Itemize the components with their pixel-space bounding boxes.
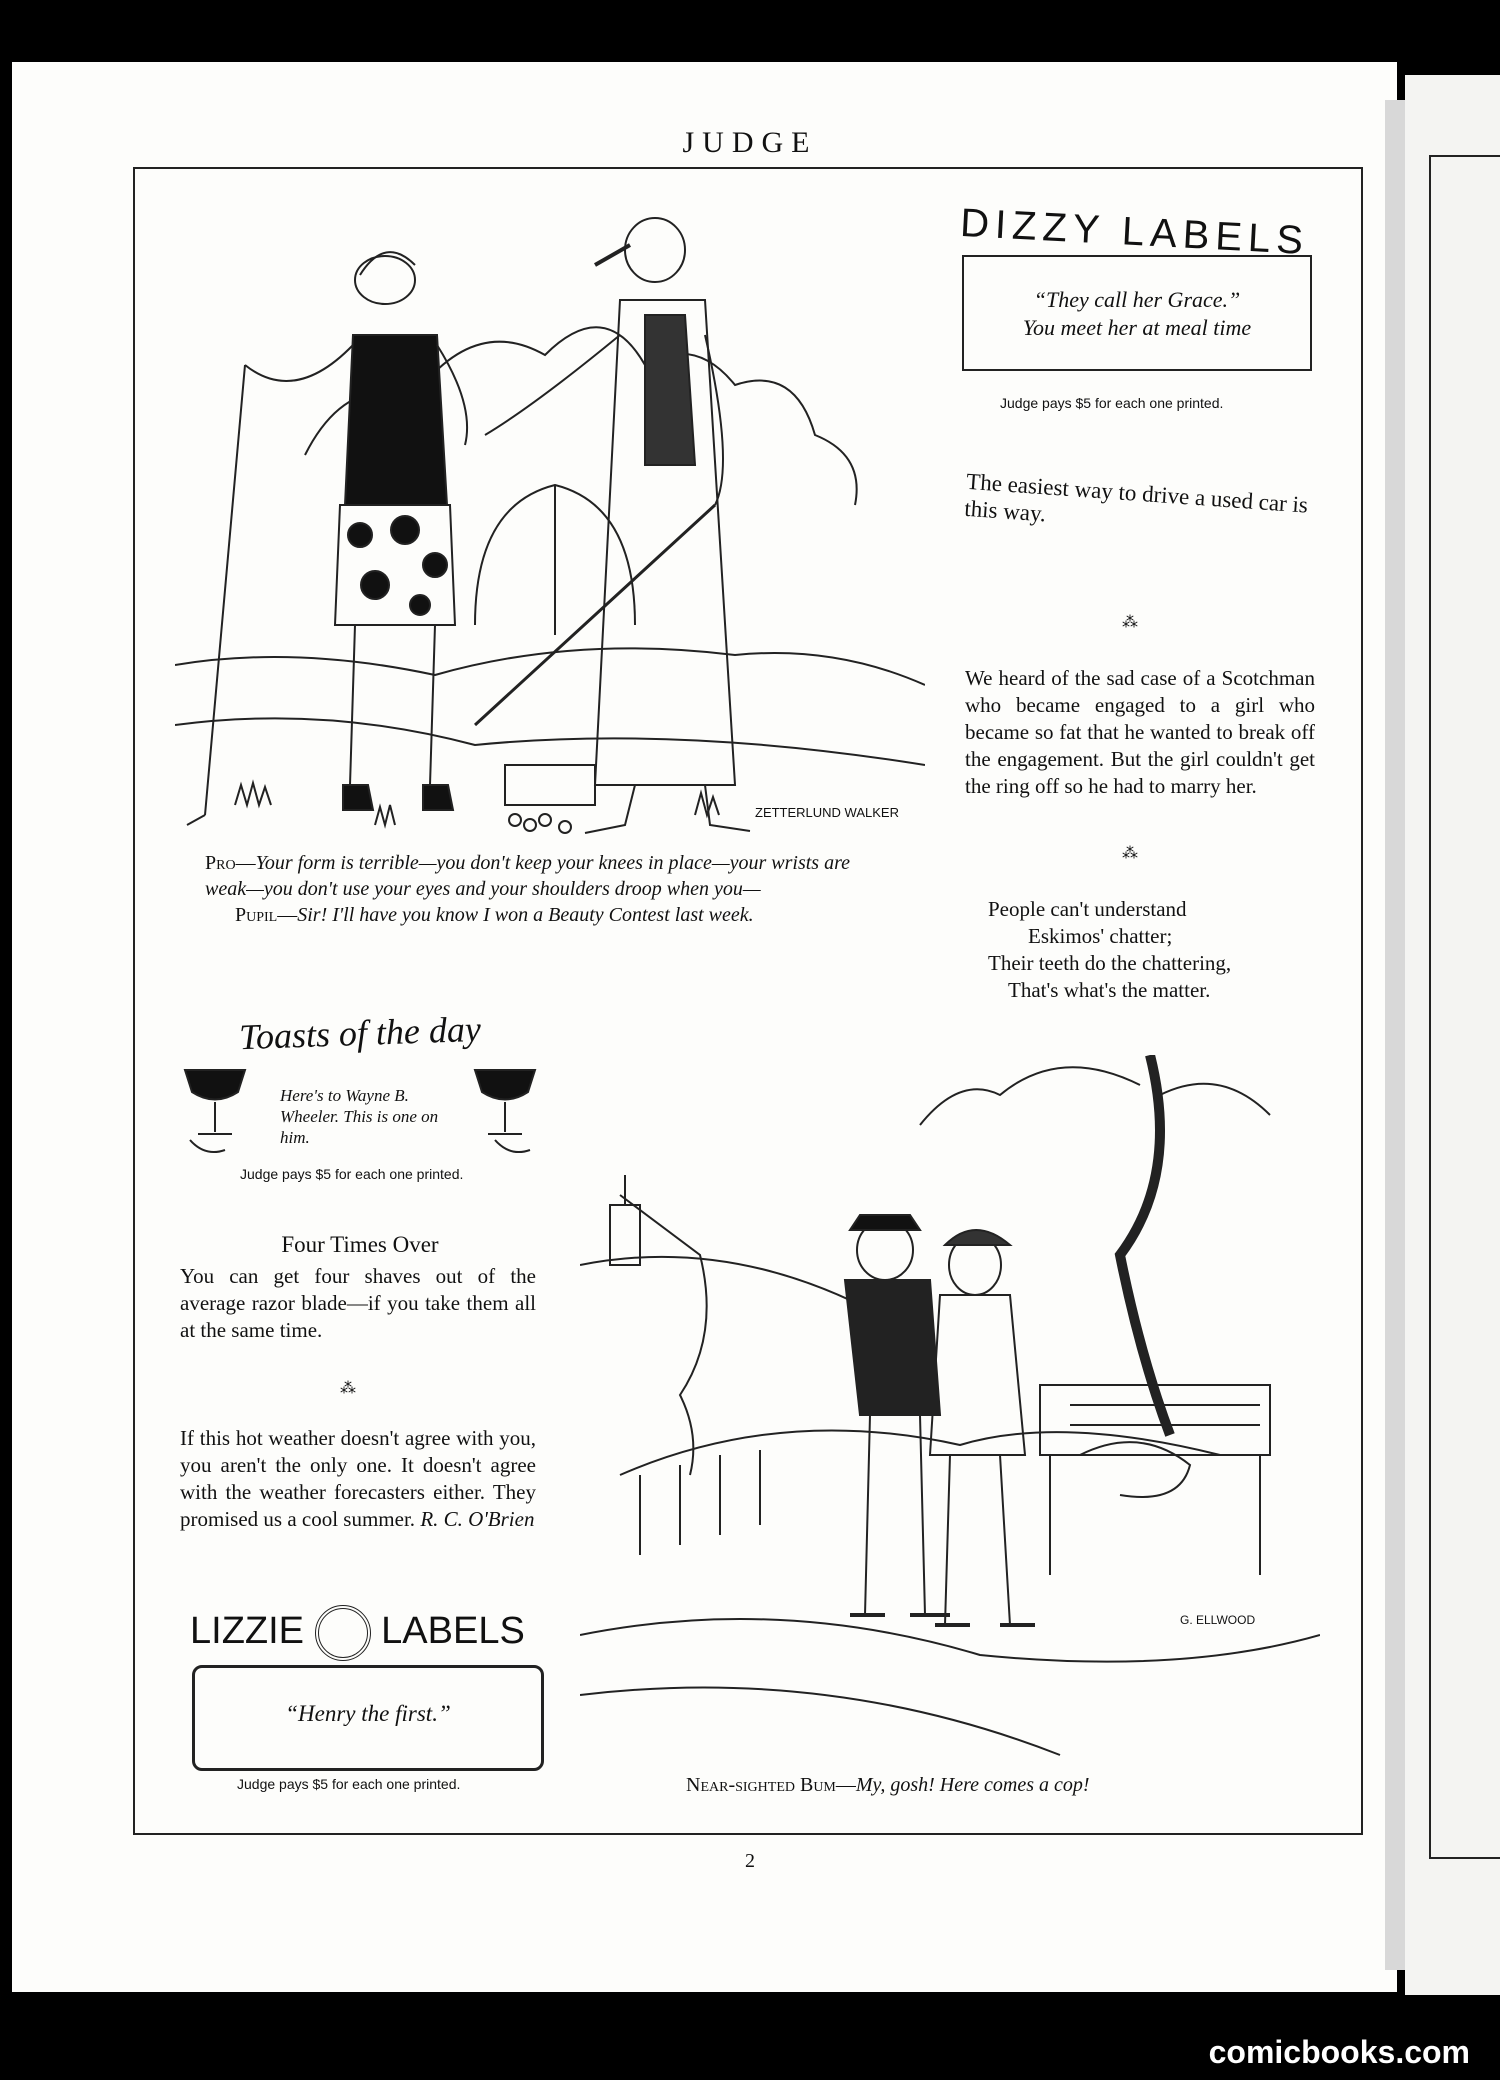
dizzy-labels-heading: DIZZY LABELS	[959, 200, 1311, 264]
hot-weather-body: If this hot weather doesn't agree with you, you aren't the only one. It doesn't agree with the weather forecasters either. They promised us a cool summer.	[180, 1426, 536, 1531]
joke-scotchman: We heard of the sad case of a Scotchman who became engaged to a girl who became so fat that he wanted to break off the engagement. But the girl couldn't get the ring off so he had to marry her.	[965, 666, 1315, 798]
dizzy-labels-pays: Judge pays $5 for each one printed.	[1000, 395, 1224, 411]
lizzie-labels-box	[192, 1665, 544, 1771]
pupil-dialogue: Sir! I'll have you know I won a Beauty Contest last week.	[297, 904, 754, 926]
lizzie-label-text: “Henry the first.”	[285, 1701, 451, 1726]
cop-cartoon-caption: Near-sighted Bum—My, gosh! Here comes a cop!	[686, 1774, 1090, 1796]
golf-cartoon-caption	[205, 850, 895, 928]
asterism-2: ⁂	[1122, 845, 1139, 862]
facing-page-border	[1429, 155, 1500, 1859]
golf-cartoon-signature: ZETTERLUND WALKER	[755, 805, 899, 820]
hot-weather-author: R. C. O'Brien	[420, 1507, 535, 1531]
hot-weather-text	[180, 1425, 536, 1533]
asterism-1: ⁂	[1122, 614, 1139, 631]
joke-used-car: The easiest way to drive a used car is this way.	[963, 468, 1309, 527]
golf-cartoon-illustration	[175, 205, 925, 855]
cop-cartoon-signature: G. ELLWOOD	[1180, 1613, 1256, 1627]
bum-dialogue: My, gosh! Here comes a cop!	[855, 1774, 1090, 1796]
dizzy-label-line-2: You meet her at meal time	[1022, 315, 1252, 340]
toasts-text: Here's to Wayne B. Wheeler. This is one on him.	[280, 1086, 439, 1147]
pro-speaker: Pro	[205, 852, 236, 874]
lizzie-labels-heading	[190, 1605, 540, 1655]
dizzy-labels-box	[962, 255, 1312, 371]
poem-line-2: Eskimos' chatter;	[1028, 924, 1173, 948]
pro-dialogue: Your form is terrible—you don't keep your knees in place—your wrists are weak—you don't use your eyes and your shoulders droop when you—	[205, 852, 850, 900]
pro-caption-line: Pro—Your form is terrible—you don't keep your knees in place—your wrists are weak—you don't use your eyes and your shoulders droop when you—	[205, 852, 850, 900]
toasts-heading: Toasts of the day	[238, 1008, 482, 1058]
watermark: comicbooks.com	[1208, 2034, 1470, 2070]
four-times-over-text: You can get four shaves out of the average razor blade—if you take them all at the same time.	[180, 1264, 536, 1342]
page-number: 2	[745, 1850, 755, 1872]
cop-cartoon-illustration	[580, 1055, 1320, 1775]
dizzy-label-line-1: “They call her Grace.”	[1033, 287, 1241, 312]
pupil-caption-line: Pupil—Sir! I'll have you know I won a Beauty Contest last week.	[235, 904, 754, 926]
four-times-over-title: Four Times Over	[281, 1232, 439, 1257]
page-gutter	[1385, 100, 1405, 1970]
poem-line-3: Their teeth do the chattering,	[988, 951, 1232, 975]
magazine-title: JUDGE	[682, 126, 818, 159]
poem-line-4: That's what's the matter.	[1008, 978, 1211, 1002]
pupil-speaker: Pupil	[235, 904, 278, 926]
lizzie-heading-right: LABELS	[381, 1610, 525, 1653]
wheel-icon	[315, 1605, 371, 1661]
asterism-3: ⁂	[340, 1380, 357, 1397]
bum-speaker: Near-sighted Bum	[686, 1774, 836, 1796]
facing-page	[1405, 75, 1500, 1995]
toasts-pays: Judge pays $5 for each one printed.	[240, 1166, 464, 1182]
poem-eskimos	[988, 896, 1328, 1004]
poem-line-1: People can't understand	[988, 897, 1187, 921]
lizzie-labels-pays: Judge pays $5 for each one printed.	[237, 1776, 461, 1792]
lizzie-heading-left: LIZZIE	[190, 1610, 305, 1653]
